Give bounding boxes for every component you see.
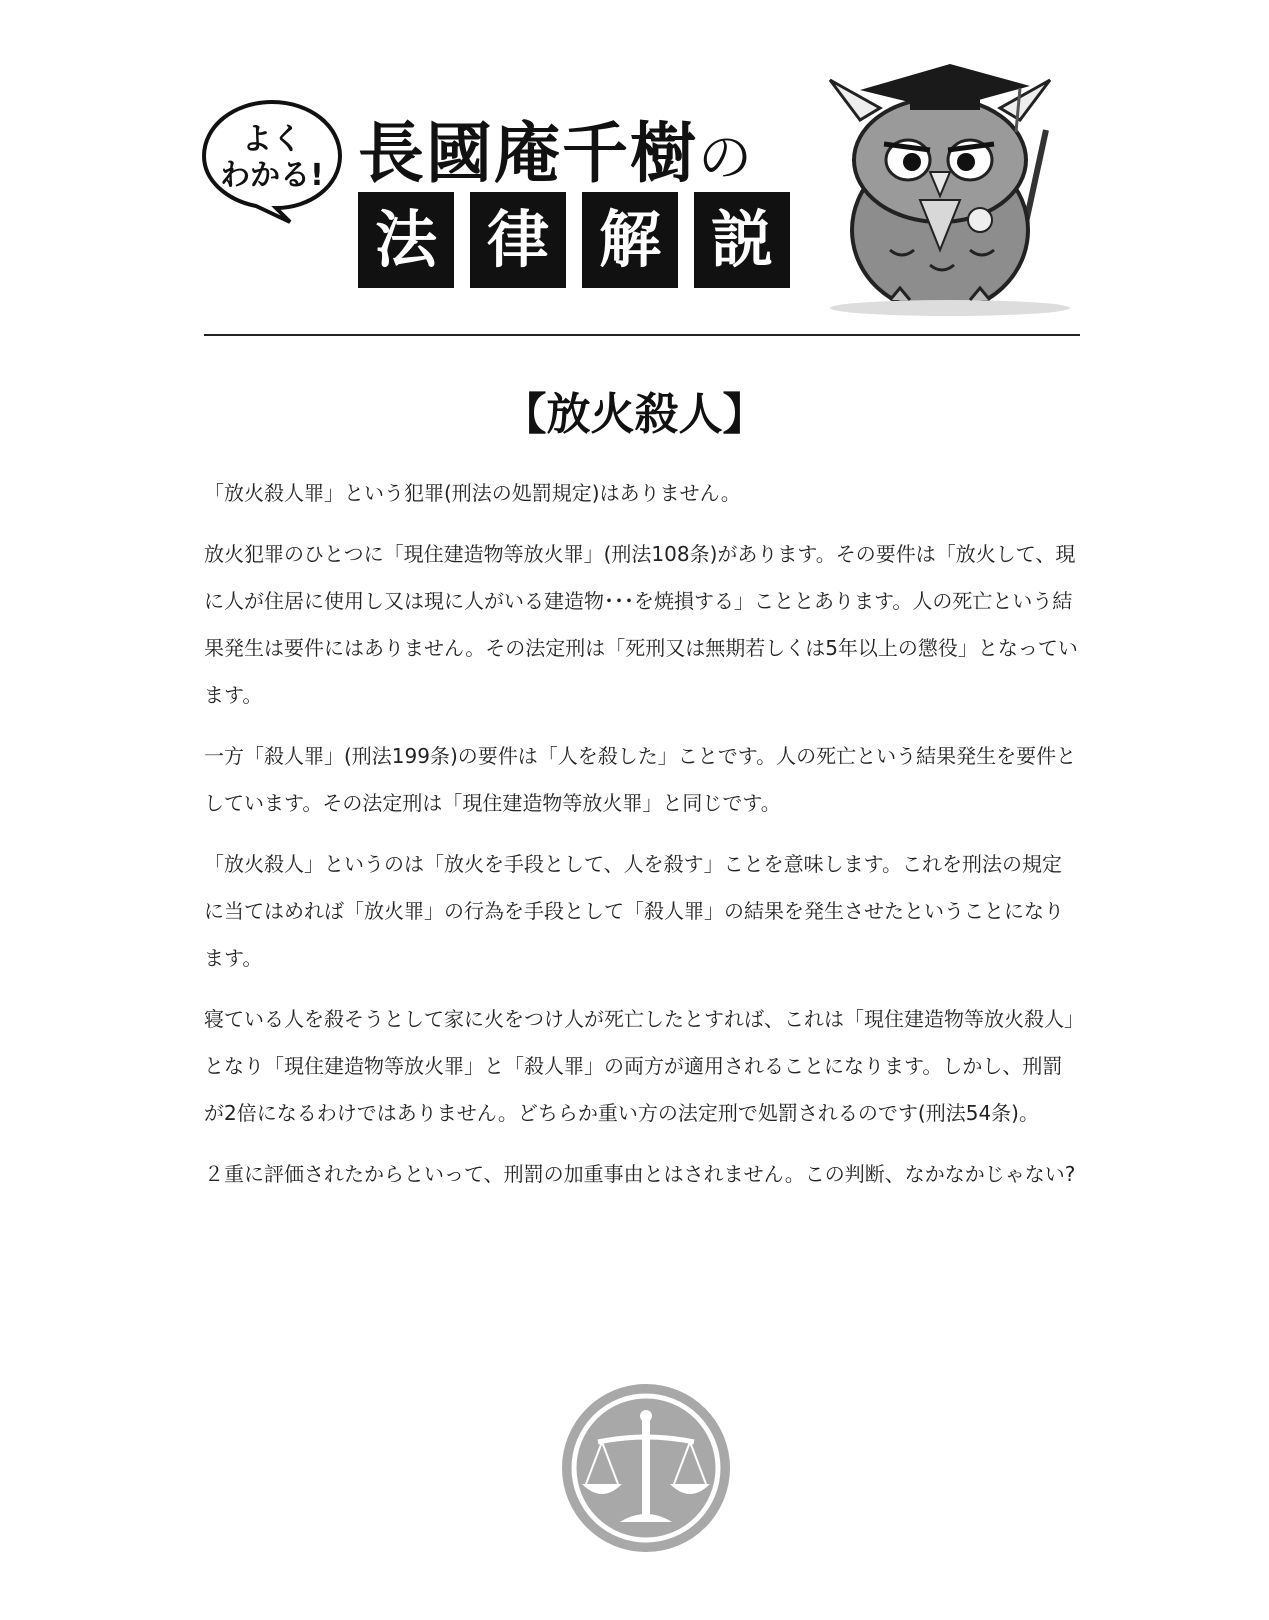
scales-of-justice-icon [558, 1380, 734, 1556]
title-main: 長國庵千樹 [358, 115, 698, 192]
paragraph-5: 寝ている人を殺そうとして家に火をつけ人が死亡したとすれば、これは「現住建造物等放火殺人」となり「現住建造物等放火罪」と「殺人罪」の両方が適用されることになります。しかし、刑罰が2倍になるわけではありません。どちらか重い方の法定刑で処罰されるのです(刑法54条)。 [204, 1007, 1074, 1125]
title-particle: の [698, 126, 754, 189]
speech-bubble-icon [198, 96, 346, 224]
header-divider [204, 334, 1080, 336]
owl-mascot-icon [820, 50, 1090, 320]
article-body [204, 470, 1080, 1212]
paragraph-2: 放火犯罪のひとつに「現住建造物等放火罪」(刑法108条)があります。その要件は「放火して、現に人が住居に使用し又は現に人がいる建造物･･･を焼損する」こととあります。人の死亡という結果発生は要件にはありません。その法定刑は「死刑又は無期若しくは5年以上の懲役」となっています。 [204, 542, 1078, 707]
paragraph-3: 一方「殺人罪」(刑法199条)の要件は「人を殺した」ことです。人の死亡という結果発生を要件としています。その法定刑は「現住建造物等放火罪」と同じです。 [204, 744, 1077, 815]
article-heading: 【放火殺人】 [502, 389, 767, 440]
page-title [358, 100, 828, 192]
title-tile-1: 法 [358, 192, 454, 288]
bubble-text [198, 122, 346, 194]
bubble-line-1: よく [242, 122, 302, 157]
paragraph-4: 「放火殺人」というのは「放火を手段として、人を殺す」ことを意味します。これを刑法の規定に当てはめれば「放火罪」の行為を手段として「殺人罪」の結果を発生させたということになります。 [204, 852, 1064, 970]
title-tile-2: 律 [470, 192, 566, 288]
title-tile-4: 説 [694, 192, 790, 288]
paragraph-6: ２重に評価されたからといって、刑罰の加重事由とはされません。この判断、なかなかじゃない? [204, 1162, 1076, 1186]
title-tile-3: 解 [582, 192, 678, 288]
bubble-line-2: わかる! [220, 158, 324, 193]
paragraph-1: 「放火殺人罪」という犯罪(刑法の処罰規定)はありません。 [204, 481, 741, 505]
